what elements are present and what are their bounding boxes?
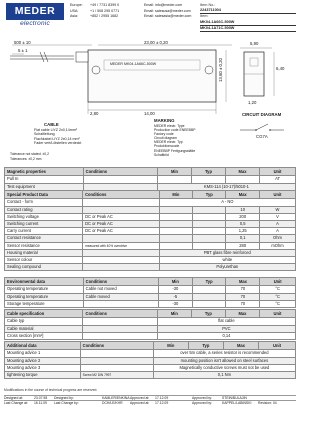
contact-email: Email: info@meder.com — [144, 3, 183, 7]
param-unit: °C — [260, 293, 296, 300]
special-product-data-table — [4, 190, 296, 271]
header-min: Min — [159, 191, 192, 199]
contact-region: Asia: — [70, 14, 78, 19]
param-condition — [83, 332, 157, 339]
footer-cell: Approved at: — [130, 401, 150, 406]
param-unit: °C — [260, 300, 296, 307]
footer-row — [4, 400, 296, 406]
footer-cell: KAMLER/ENKINA — [102, 395, 130, 400]
param-name: Cross section [mm²] — [5, 332, 83, 339]
footer-cell: Approved by: — [192, 401, 212, 406]
param-max: 70 — [226, 293, 260, 300]
table-row — [5, 318, 296, 325]
param-name: Test equipment — [5, 183, 84, 190]
table-row — [5, 249, 296, 256]
header-typ: Typ — [191, 310, 225, 318]
param-note: A - NO — [159, 199, 295, 206]
contact-phone: +852 / 2955 1682 — [90, 14, 119, 19]
footer-cell: DCH/LE/KHR — [102, 401, 123, 406]
logo-text: MEDER — [6, 3, 64, 20]
param-min — [159, 206, 192, 213]
param-note: PBT glass fibre reinforced — [159, 249, 295, 256]
contact-block — [70, 3, 210, 20]
param-max: 70 — [226, 286, 260, 293]
drawing-svg — [4, 40, 296, 170]
footer-cell: Designed by: — [54, 395, 74, 400]
param-typ — [193, 235, 226, 242]
item-label: Item: — [200, 14, 209, 19]
param-min: -30 — [158, 300, 192, 307]
param-note: flat cable — [157, 318, 295, 325]
cable-specification-table — [4, 309, 296, 340]
table-row — [5, 364, 296, 371]
param-note: 0,14 — [157, 332, 295, 339]
param-name: tightening torque — [5, 371, 81, 378]
magnetic-properties-table — [4, 167, 296, 191]
contact-row — [70, 14, 210, 20]
param-condition — [83, 318, 157, 325]
marking-line: Circuit diagram — [154, 136, 177, 141]
header-conditions: Conditions — [83, 191, 160, 199]
header-typ: Typ — [192, 278, 226, 286]
tolerance-note-2: Tolerances: ±0,2 mm — [10, 157, 42, 161]
param-name: Contact rating — [5, 206, 83, 213]
header-min: Min — [157, 310, 191, 318]
additional-data-table — [4, 341, 296, 379]
footer-cell — [258, 396, 296, 401]
table-row — [5, 325, 296, 332]
param-condition — [80, 350, 153, 357]
footer-cell: 17.12.09 — [155, 401, 169, 406]
cable-line: Schaltleitung — [34, 132, 55, 137]
item-identification — [200, 3, 296, 32]
table-row — [5, 286, 296, 293]
param-name: Mounting advice 3 — [5, 364, 81, 371]
param-unit: mOhm — [259, 242, 295, 249]
param-condition — [83, 256, 160, 263]
header-conditions: Conditions — [83, 278, 158, 286]
param-max: 200 — [226, 213, 260, 220]
param-name: Sensor colour — [5, 256, 83, 263]
param-condition — [80, 364, 153, 371]
table-row — [5, 242, 296, 249]
header-conditions: Conditions — [80, 342, 153, 350]
table-row — [5, 220, 296, 227]
param-min: -5 — [158, 293, 192, 300]
header-typ: Typ — [193, 191, 226, 199]
param-condition — [83, 264, 160, 271]
param-condition: DC or Peak AC — [83, 220, 160, 227]
header-min: Min — [158, 278, 192, 286]
footer-cell: Last Change by: — [54, 401, 79, 406]
param-condition — [83, 249, 160, 256]
table-row — [5, 300, 296, 307]
param-name: Contact - form — [5, 199, 83, 206]
environmental-data-table — [4, 277, 296, 308]
table-row — [5, 256, 296, 263]
contact-phone: +49 / 7731 8399 0 — [90, 3, 120, 7]
param-condition: Cable moved — [83, 293, 158, 300]
param-typ — [192, 286, 226, 293]
table-row — [5, 213, 296, 220]
param-max: 0,1 — [226, 235, 260, 242]
param-name: Operating temperature — [5, 293, 84, 300]
param-min — [159, 235, 192, 242]
param-note: white — [159, 256, 295, 263]
header-unit: Unit — [260, 310, 296, 318]
table-row — [5, 371, 296, 378]
param-name: Storage temperature — [5, 300, 84, 307]
table-row — [5, 332, 296, 339]
param-min — [159, 213, 192, 220]
param-condition — [83, 325, 157, 332]
dim-lead-length: 500 ± 10 — [14, 40, 31, 45]
param-condition — [83, 176, 157, 183]
param-condition: Cable not moved — [83, 286, 158, 293]
table-row — [5, 206, 296, 213]
footer-cell: STEIN/BULAJIN — [222, 395, 247, 400]
table-section-title: Additional data — [5, 342, 81, 350]
param-note: 0,1 Nm — [153, 371, 295, 378]
param-name: Housing material — [5, 249, 83, 256]
param-condition — [83, 199, 160, 206]
param-name: Operating temperature — [5, 286, 84, 293]
param-note: PVC — [157, 325, 295, 332]
logo-subtext: electronic — [20, 20, 50, 27]
item-name-1: MK04-1A66C-500W — [200, 20, 296, 26]
technical-drawing — [4, 40, 296, 170]
param-unit: A — [259, 220, 295, 227]
dim-1-20: 1,20 — [248, 100, 257, 105]
param-name: Mounting advice 2 — [5, 357, 81, 364]
param-condition: DC or Peak AC — [83, 213, 160, 220]
footer-cell: Designed at: — [4, 395, 24, 400]
param-name: Mounting advice 1 — [5, 350, 81, 357]
dim-strip-length: 5 ± 1 — [18, 48, 28, 53]
param-condition — [83, 235, 160, 242]
marking-line: Factory code — [154, 132, 174, 137]
table-row — [5, 228, 296, 235]
marking-line: Production code ENEEBBP — [154, 128, 196, 133]
header-max: Max — [223, 342, 258, 350]
table-row — [5, 199, 296, 206]
item-no-value: 2243711004 — [200, 8, 296, 14]
cable-line: Flachkabel LiYZ 2x0,14 mm² — [34, 136, 80, 141]
header-unit: Unit — [259, 191, 295, 199]
footer-cell: Approved by: — [192, 395, 212, 400]
param-typ — [192, 300, 226, 307]
param-unit: Ohm — [259, 235, 295, 242]
footer-cell: Revision: 04 — [258, 401, 277, 406]
marking-line: MEDER electr. Typ — [154, 140, 183, 145]
header-typ: Typ — [188, 342, 223, 350]
param-condition — [80, 357, 153, 364]
contact-email: Email: salesasia@meder.com — [144, 14, 192, 19]
marking-line: ENEEBBP Fertigungsstätte — [154, 148, 196, 153]
param-unit: W — [259, 206, 295, 213]
circuit-diagram-title: CIRCUIT DIAGRAM — [242, 112, 282, 117]
footer-cell: Last Change at: — [4, 401, 28, 406]
param-typ — [191, 176, 225, 183]
param-typ — [193, 228, 226, 235]
param-condition — [83, 300, 158, 307]
footer-cell: Approved at: — [130, 395, 150, 400]
param-min: -30 — [158, 286, 192, 293]
header-min: Min — [157, 168, 191, 176]
param-note: mounting position isn't allowed on steel surfaces — [153, 357, 295, 364]
header-unit: Unit — [260, 278, 296, 286]
param-max: 10 — [226, 206, 260, 213]
param-max — [225, 176, 259, 183]
table-section-title: Environmental data — [5, 278, 84, 286]
param-typ — [193, 213, 226, 220]
param-min — [157, 176, 191, 183]
param-name: Pull In — [5, 176, 84, 183]
header-conditions: Conditions — [83, 310, 157, 318]
document-footer — [4, 388, 296, 406]
marking-line: Produktionscode — [154, 144, 180, 149]
param-name: Contact resistance — [5, 235, 83, 242]
marking-line: MEDER electr. Type — [154, 124, 185, 128]
param-min — [159, 228, 192, 235]
cable-title: CABLE — [44, 122, 59, 127]
dim-2-80: 2,80 — [90, 111, 99, 116]
param-max: 1,25 — [226, 228, 260, 235]
param-name: Sealing compound — [5, 264, 83, 271]
param-typ — [192, 293, 226, 300]
param-unit: V — [259, 213, 295, 220]
param-condition: DC or Peak AC — [83, 228, 160, 235]
marking-line: Schaltbild — [154, 152, 169, 157]
param-name: Switching voltage — [5, 213, 83, 220]
param-typ — [193, 242, 226, 249]
table-row — [5, 350, 296, 357]
param-unit: A — [259, 228, 295, 235]
meder-logo — [6, 3, 64, 29]
footer-cell: 23.07.98 — [34, 395, 48, 400]
param-max: 0,5 — [226, 220, 260, 227]
footer-cell: KAPPEL/LABINSKI — [222, 401, 252, 406]
circuit-code: CG7A — [256, 134, 268, 139]
header-max: Max — [225, 168, 259, 176]
param-name: Carry current — [5, 228, 83, 235]
footer-row — [4, 395, 296, 401]
marking-title: MARKING — [154, 118, 175, 123]
dim-14-00: 14,00 — [144, 111, 155, 116]
param-name: Sensor resistance — [5, 242, 83, 249]
contact-region: USA: — [70, 8, 79, 13]
table-row — [5, 176, 296, 183]
param-typ — [193, 206, 226, 213]
contact-region: Europe: — [70, 3, 83, 7]
table-row — [5, 293, 296, 300]
contact-phone: +1 / 508 295 0771 — [90, 8, 120, 13]
dim-total-length: 23,00 ± 0,20 — [144, 40, 168, 45]
header-max: Max — [226, 191, 260, 199]
footer-cell: 16.11.09 — [34, 401, 47, 406]
dim-5-90: 5,90 — [250, 41, 259, 46]
param-max: 70 — [226, 300, 260, 307]
param-min — [159, 220, 192, 227]
table-section-title: Special Product Data — [5, 191, 83, 199]
param-condition: measured with 40% overdrive — [83, 242, 160, 249]
param-max: 280 — [226, 242, 260, 249]
param-note: Magnetically conductive screws must not be used — [153, 364, 295, 371]
table-section-title: Magnetic properties — [5, 168, 84, 176]
header-typ: Typ — [191, 168, 225, 176]
cable-line: Fader vert/Lötstellen verdeckt — [34, 140, 82, 145]
dim-height: 13,60 ± 0,20 — [218, 58, 223, 82]
cable-line: Flat cable LiYZ 2x0,14mm² — [34, 128, 77, 132]
param-typ — [193, 220, 226, 227]
param-note: KMS-114 (10-17)/5010-1 — [157, 183, 295, 190]
param-unit: AT — [260, 176, 296, 183]
table-row — [5, 235, 296, 242]
header-unit: Unit — [259, 342, 296, 350]
param-condition: Screw M2 DIN 7997 — [80, 371, 153, 378]
header-max: Max — [226, 278, 260, 286]
tolerance-note-1: Tolerance not stated: ±0,2 — [10, 152, 49, 156]
header-conditions: Conditions — [83, 168, 157, 176]
param-note: over 5m cable, a series resistor is recommended — [153, 350, 295, 357]
item-name-2: MK04-1A71C-500W — [200, 26, 296, 32]
marking-description — [154, 124, 195, 157]
table-row — [5, 357, 296, 364]
table-section-title: Cable specification — [5, 310, 83, 318]
header-min: Min — [153, 342, 188, 350]
param-unit: °C — [260, 286, 296, 293]
param-min — [159, 242, 192, 249]
part-label: MEDER MK04-1A66C-500W — [110, 62, 157, 66]
header-unit: Unit — [260, 168, 296, 176]
cable-description — [34, 128, 81, 145]
item-no-label: Item No.: — [200, 3, 216, 7]
contact-email: Email: salesusa@meder.com — [144, 8, 191, 13]
table-row — [5, 264, 296, 271]
param-name: Cable typ — [5, 318, 83, 325]
param-name: Switching current — [5, 220, 83, 227]
header-max: Max — [225, 310, 259, 318]
param-name: Cable material — [5, 325, 83, 332]
dim-6-40: 6,40 — [276, 66, 285, 71]
modification-note: Modifications in the course of technical progress are reserved. — [4, 388, 98, 392]
footer-cell: 17.12.09 — [155, 395, 169, 400]
param-condition — [83, 206, 160, 213]
param-note: Polyurethan — [159, 264, 295, 271]
